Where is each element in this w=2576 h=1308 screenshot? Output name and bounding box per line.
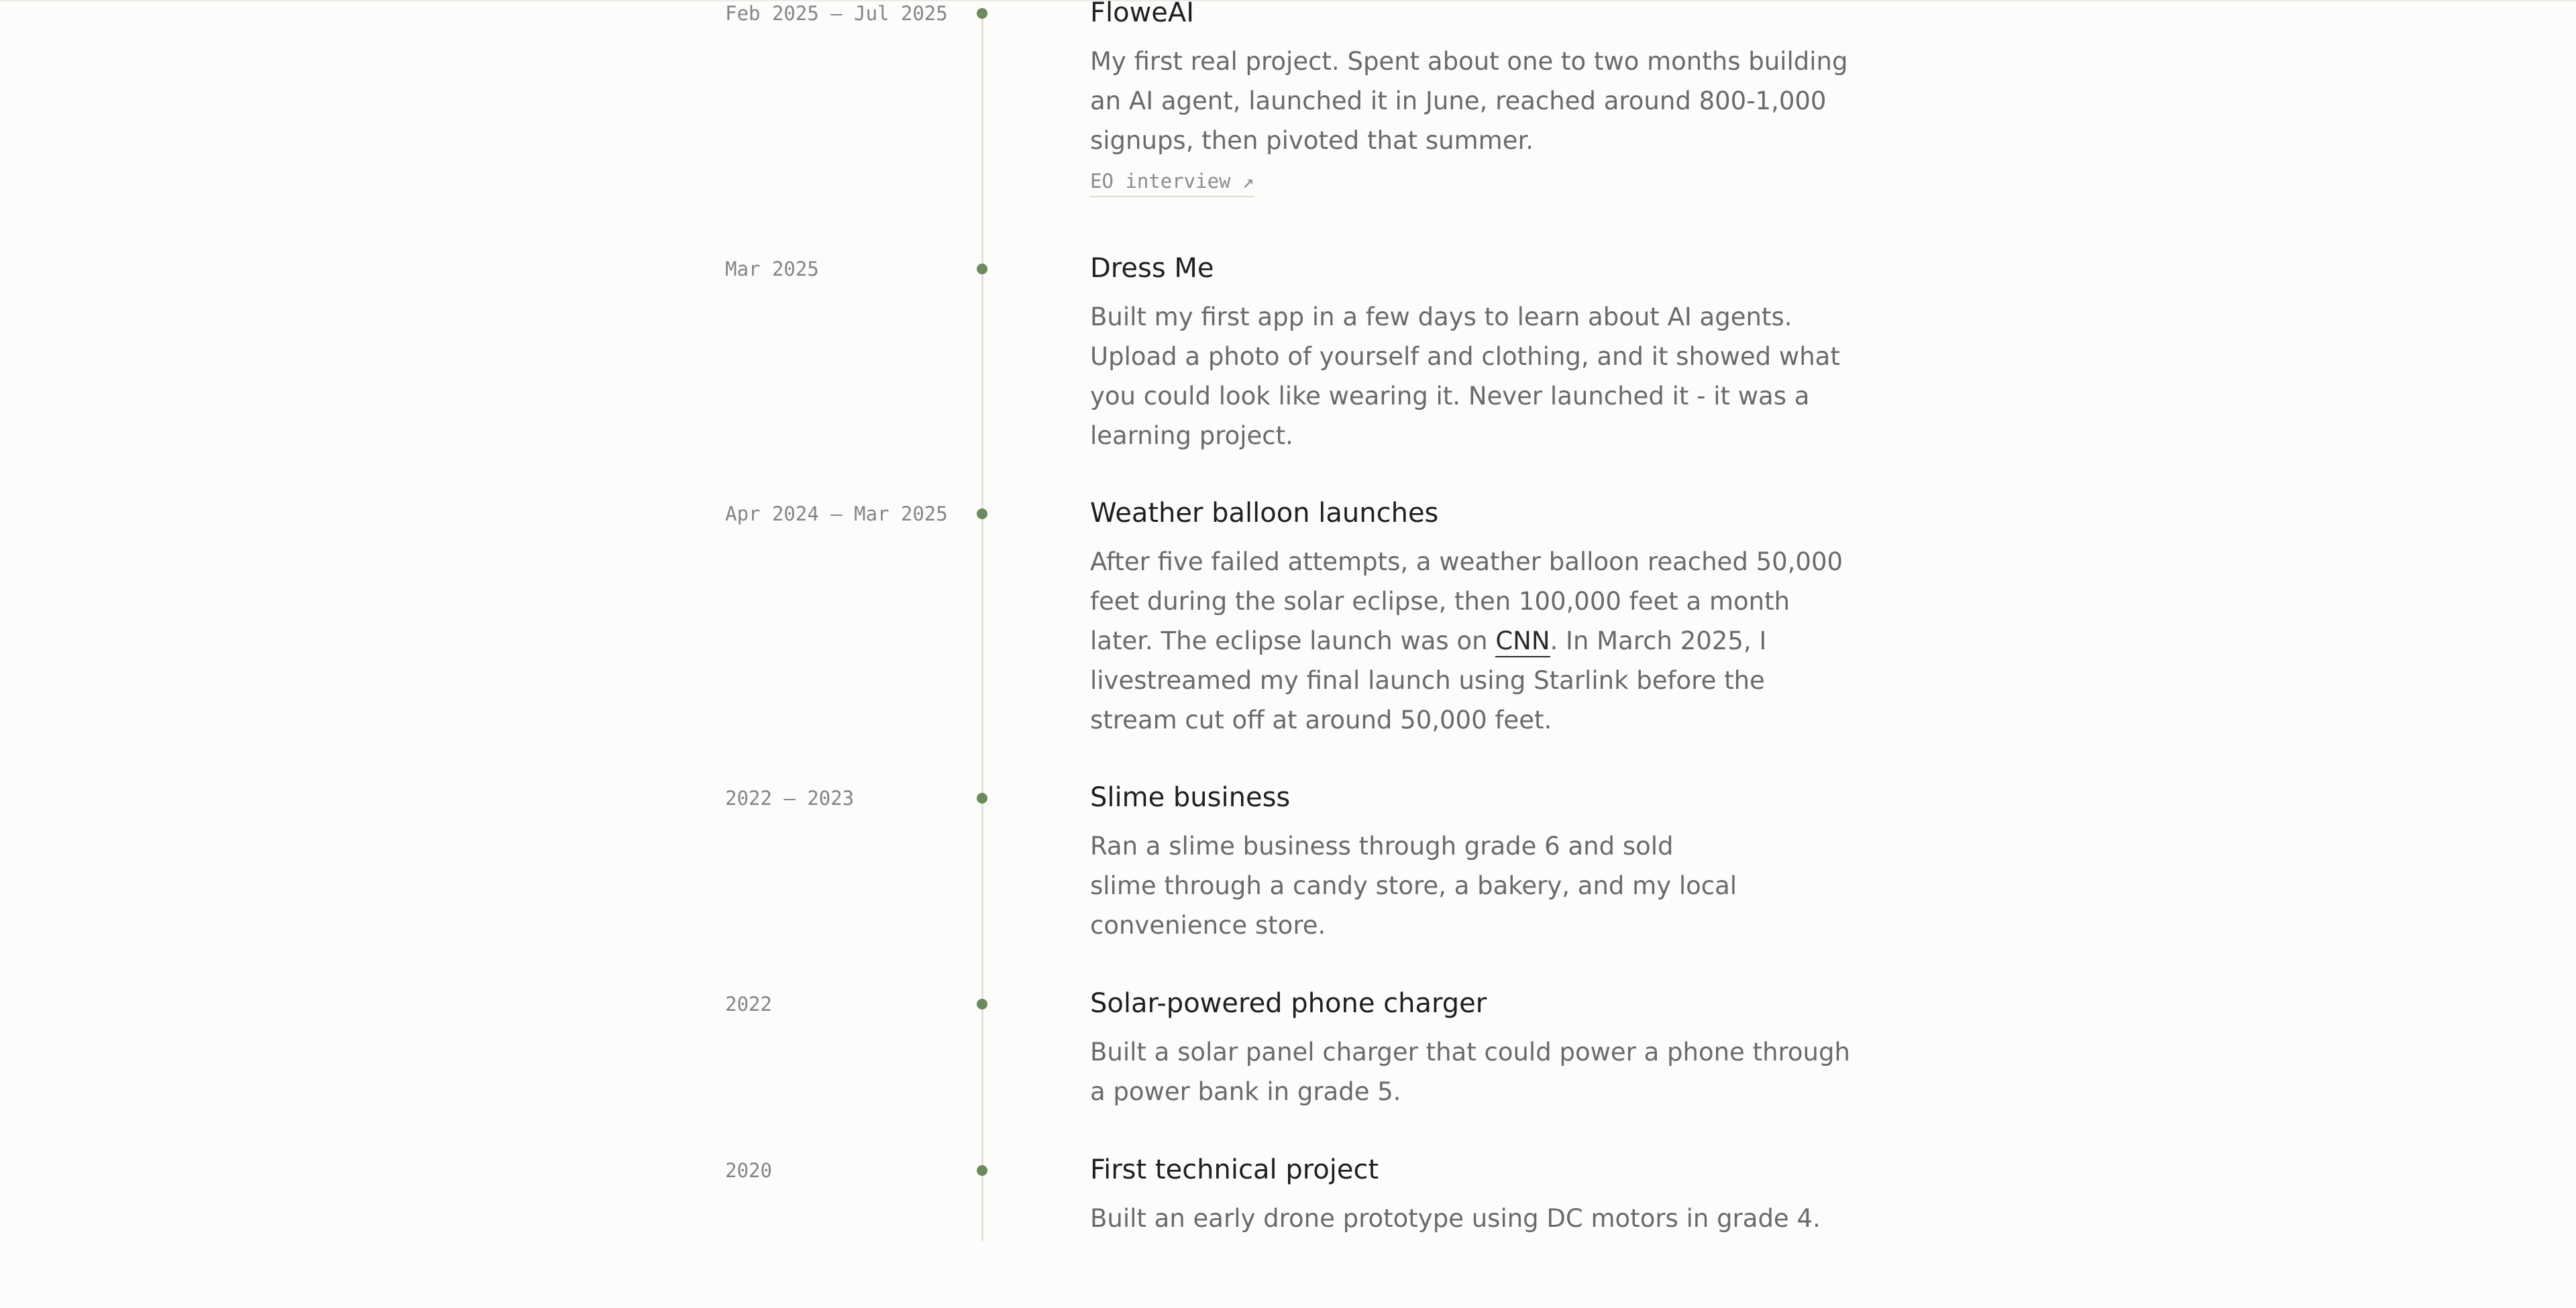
timeline-date: Feb 2025 – Jul 2025: [725, 2, 948, 25]
description-line: feet during the solar eclipse, then 100,000 feet a month: [1090, 587, 1790, 616]
timeline-title: Weather balloon launches: [1090, 498, 1439, 529]
eo-interview-link[interactable]: EO interview ↗: [1090, 168, 1254, 197]
timeline-title: Dress Me: [1090, 253, 1214, 284]
timeline-date: 2022: [725, 993, 772, 1016]
timeline-date: 2022 – 2023: [725, 787, 855, 810]
timeline-dot: [977, 508, 987, 519]
description-line: My first real project. Spent about one to two months building: [1090, 47, 1848, 76]
timeline-date: Apr 2024 – Mar 2025: [725, 502, 948, 525]
description-line: Built a solar panel charger that could power a phone through: [1090, 1038, 1850, 1067]
timeline-dot: [977, 8, 987, 19]
timeline-date: Mar 2025: [725, 258, 819, 280]
description-line: stream cut off at around 50,000 feet.: [1090, 706, 1552, 734]
timeline-description: [1090, 826, 1815, 945]
description-line: a power bank in grade 5.: [1090, 1077, 1401, 1106]
timeline-description: [1090, 1199, 1821, 1238]
description-line: you could look like wearing it. Never launched it - it was a: [1090, 382, 1810, 411]
description-line: Built an early drone prototype using DC motors in grade 4.: [1090, 1204, 1821, 1233]
description-line: learning project.: [1090, 421, 1293, 450]
timeline-title: Slime business: [1090, 782, 1291, 813]
description-line: convenience store.: [1090, 911, 1326, 940]
timeline-date: 2020: [725, 1159, 772, 1182]
timeline-title: FloweAI: [1090, 0, 1195, 28]
description-text: later. The eclipse launch was on: [1090, 626, 1496, 655]
timeline-dot: [977, 793, 987, 804]
timeline-title: First technical project: [1090, 1154, 1379, 1185]
description-line: Ran a slime business through grade 6 and sold: [1090, 832, 1674, 861]
description-line: Built my first app in a few days to learn about AI agents.: [1090, 303, 1792, 331]
timeline-description: [1090, 297, 1840, 455]
description-line: an AI agent, launched it in June, reached around 800-1,000: [1090, 87, 1827, 115]
timeline-description: [1090, 1032, 1850, 1111]
description-line: signups, then pivoted that summer.: [1090, 126, 1534, 155]
description-line: slime through a candy store, a bakery, and my local: [1090, 871, 1737, 900]
timeline-dot: [977, 264, 987, 274]
timeline-dot: [977, 999, 987, 1010]
timeline-dot: [977, 1165, 987, 1176]
timeline-description: [1090, 42, 1848, 160]
cnn-link[interactable]: CNN: [1495, 626, 1550, 657]
timeline-title: Solar-powered phone charger: [1090, 988, 1487, 1019]
description-line: After five failed attempts, a weather balloon reached 50,000: [1090, 547, 1843, 576]
description-text: . In March 2025, I: [1550, 626, 1767, 655]
description-line: Upload a photo of yourself and clothing, and it showed what: [1090, 342, 1840, 371]
timeline-description: [1090, 542, 1843, 740]
description-line: livestreamed my final launch using Starlink before the: [1090, 666, 1765, 695]
description-line: [1090, 621, 1815, 661]
timeline-axis-line: [981, 12, 983, 1241]
